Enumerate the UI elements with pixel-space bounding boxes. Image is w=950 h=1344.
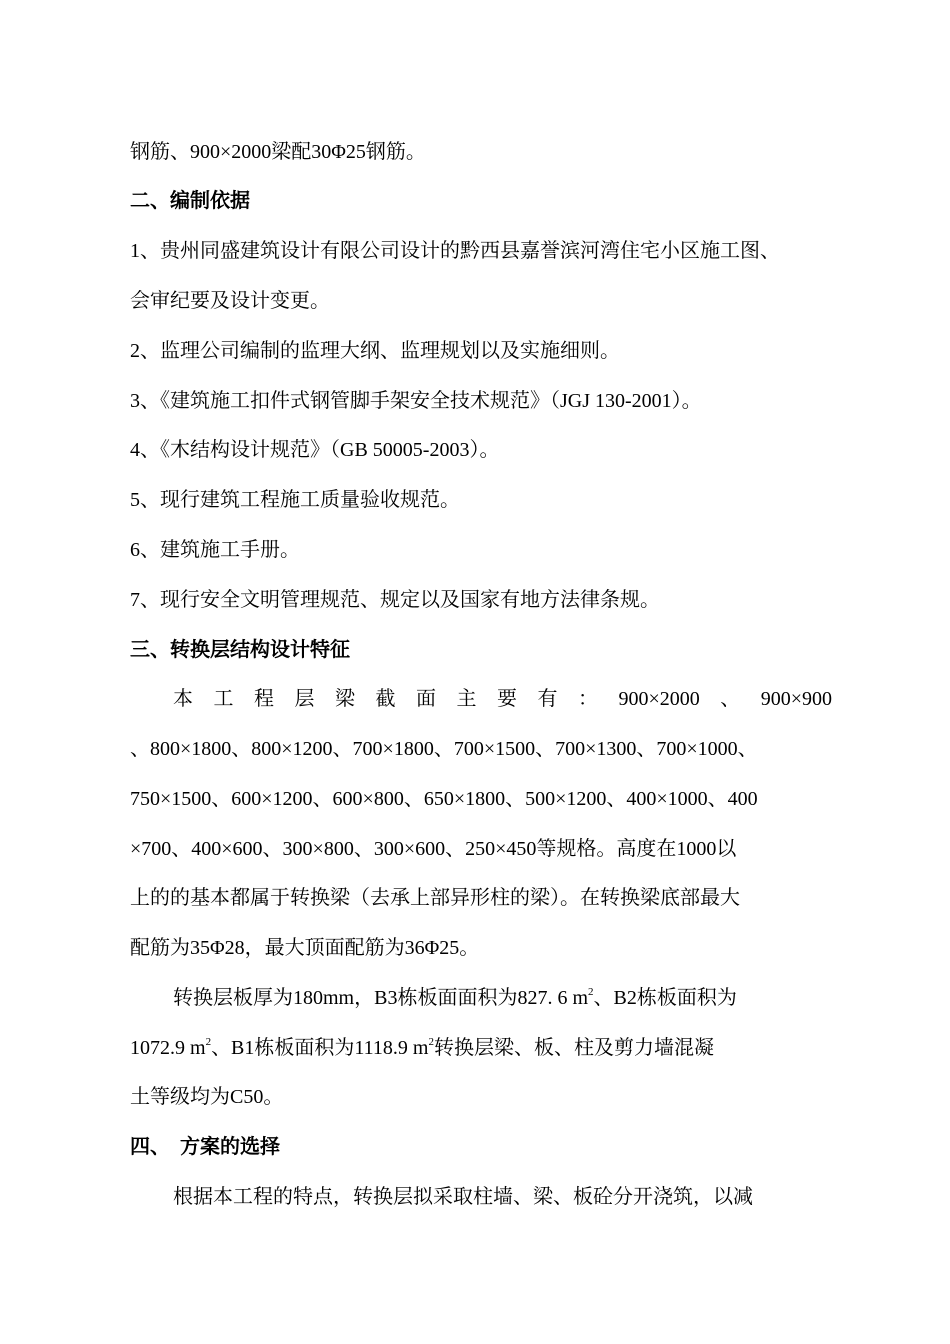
paragraph-line [173,984,737,1012]
paragraph-line: 钢筋、900×2000梁配30Φ25钢筋。 [130,141,426,163]
paragraph-line: 本工程层梁截面主要有：900×2000、900×900 [173,688,832,710]
list-item-3: 3、《建筑施工扣件式钢管脚手架安全技术规范》（JGJ 130-2001）。 [130,390,702,412]
superscript: 2 [588,986,594,998]
list-item-6: 6、建筑施工手册。 [130,539,300,561]
text-run: 转换层板厚为180mm，B3栋板面面积为827. 6 m [173,987,589,1009]
paragraph-line: 750×1500、600×1200、600×800、650×1800、500×1200、400×1000、400 [130,788,758,810]
text-run: 、B1栋板面积为1118.9 m [211,1037,429,1059]
list-item-5: 5、现行建筑工程施工质量验收规范。 [130,489,460,511]
text-run: 转换层梁、板、柱及剪力墙混凝 [433,1037,714,1059]
text-run: 1072.9 m [130,1037,206,1059]
list-item-1-cont: 会审纪要及设计变更。 [130,290,330,312]
paragraph-line: 配筋为35Φ28，最大顶面配筋为36Φ25。 [130,937,480,959]
text-run: 、B2栋板面积为 [593,987,737,1009]
section-heading-structure: 三、转换层结构设计特征 [130,639,350,661]
superscript: 2 [428,1036,434,1048]
paragraph-line: 、800×1800、800×1200、700×1800、700×1500、700×1300、700×1000、 [130,738,758,760]
list-item-4: 4、《木结构设计规范》（GB 50005-2003）。 [130,439,500,461]
section-heading-basis: 二、编制依据 [130,190,250,212]
paragraph-line: 土等级均为C50。 [130,1086,284,1108]
superscript: 2 [205,1036,212,1048]
paragraph-line [130,1034,714,1062]
list-item-7: 7、现行安全文明管理规范、规定以及国家有地方法律条规。 [130,589,660,611]
paragraph-line: ×700、400×600、300×800、300×600、250×450等规格。高度在1000以 [130,838,737,860]
section-heading-plan: 四、 方案的选择 [130,1136,280,1158]
list-item-2: 2、监理公司编制的监理大纲、监理规划以及实施细则。 [130,340,620,362]
paragraph-line: 上的的基本都属于转换梁（去承上部异形柱的梁）。在转换梁底部最大 [130,887,740,909]
list-item-1: 1、贵州同盛建筑设计有限公司设计的黔西县嘉誉滨河湾住宅小区施工图、 [130,240,780,262]
paragraph-line: 根据本工程的特点，转换层拟采取柱墙、梁、板砼分开浇筑，以减 [173,1186,753,1208]
